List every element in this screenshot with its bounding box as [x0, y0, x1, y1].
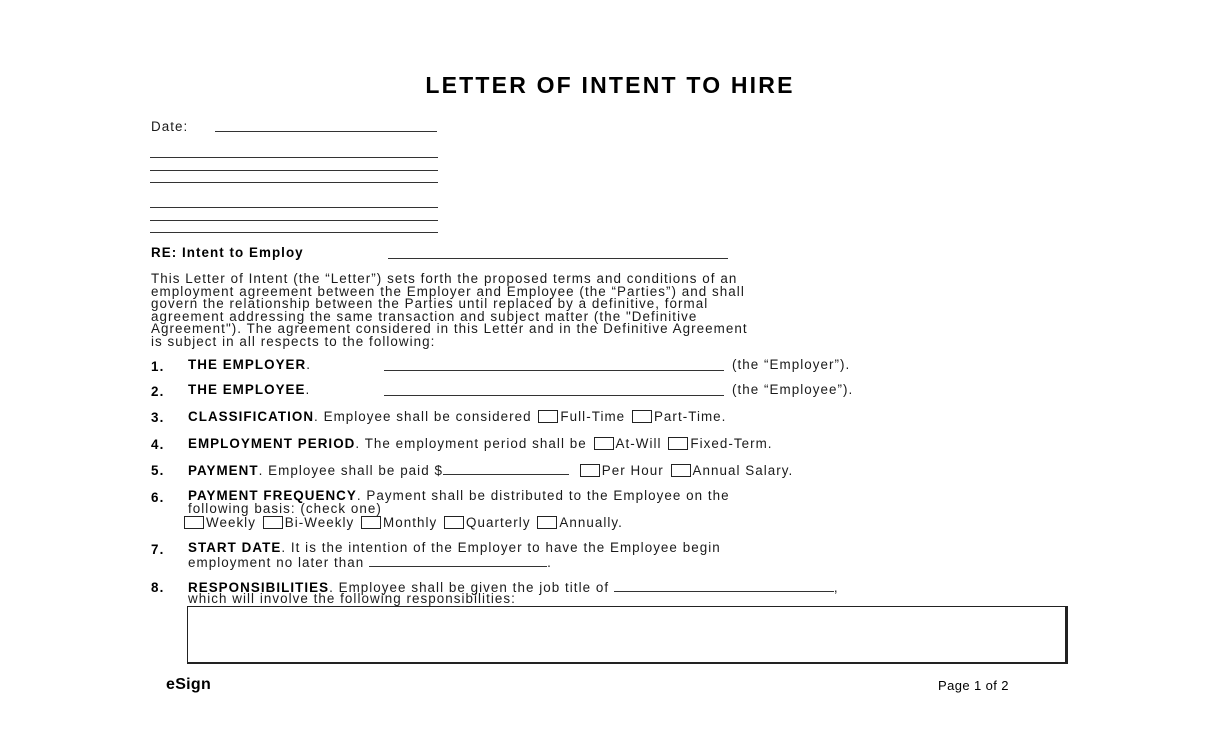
- section-number: 5.: [151, 463, 165, 478]
- option-label: Bi-Weekly: [284, 515, 355, 530]
- section-text: . It is the intention of the Employer to have the Employee begin: [281, 540, 721, 555]
- section-text: . Employee shall be considered: [314, 409, 532, 424]
- intro-line: govern the relationship between the Parties until replaced by a definitive, formal: [151, 296, 709, 311]
- payment-amount-field[interactable]: [443, 463, 569, 475]
- section-text: . Payment shall be distributed to the Employee on the: [356, 488, 730, 503]
- section-number: 4.: [151, 437, 165, 452]
- full-time-checkbox[interactable]: [538, 410, 558, 423]
- section-heading: THE EMPLOYER: [188, 357, 307, 372]
- employer-name-field[interactable]: [384, 370, 724, 371]
- address-line-2[interactable]: [150, 170, 438, 171]
- part-time-checkbox[interactable]: [632, 410, 652, 423]
- section-payment: [188, 463, 793, 478]
- section-number: 3.: [151, 410, 165, 425]
- section-number: 8.: [151, 580, 165, 595]
- option-label: Per Hour: [601, 463, 664, 478]
- section-employer: THE EMPLOYER.: [188, 357, 312, 372]
- section-number: 1.: [151, 359, 165, 374]
- intro-line: employment agreement between the Employer and Employee (the “Parties”) and shall: [151, 283, 745, 299]
- per-hour-checkbox[interactable]: [580, 464, 600, 477]
- option-label: Annually.: [559, 515, 623, 530]
- address-line-6[interactable]: [150, 232, 438, 233]
- section-heading: EMPLOYMENT PERIOD: [188, 436, 356, 451]
- option-label: Part-Time.: [653, 409, 727, 424]
- frequency-options: [184, 516, 623, 530]
- section-employment-period: [188, 437, 773, 451]
- employee-name-field[interactable]: [384, 395, 724, 396]
- weekly-checkbox[interactable]: [184, 516, 204, 529]
- section-heading: CLASSIFICATION: [188, 409, 315, 424]
- re-label: RE: Intent to Employ: [151, 245, 304, 260]
- section-heading: THE EMPLOYEE: [188, 382, 306, 397]
- section-heading: START DATE: [188, 540, 282, 555]
- intro-paragraph: [151, 273, 1051, 348]
- section-number: 2.: [151, 384, 165, 399]
- job-title-field[interactable]: [614, 580, 834, 592]
- option-label: Full-Time: [560, 409, 626, 424]
- address-line-3[interactable]: [150, 182, 438, 183]
- section-text: . Employee shall be paid $: [258, 463, 443, 478]
- start-date-line: [188, 555, 552, 570]
- option-label: Annual Salary.: [692, 463, 794, 478]
- option-label: Monthly: [383, 515, 438, 530]
- section-heading: PAYMENT: [188, 463, 259, 478]
- date-field[interactable]: [215, 131, 437, 132]
- re-employee-field[interactable]: [388, 258, 728, 259]
- intro-line: agreement addressing the same transaction and subject matter (the "Definitive: [151, 308, 698, 324]
- section-heading: RESPONSIBILITIES: [188, 580, 330, 595]
- section-line2: employment no later than: [188, 555, 365, 570]
- intro-line: is subject in all respects to the following:: [151, 333, 436, 349]
- at-will-checkbox[interactable]: [594, 437, 614, 450]
- section-heading: PAYMENT FREQUENCY: [188, 488, 357, 503]
- esign-logo: eSign: [166, 676, 212, 693]
- option-label: Weekly: [206, 515, 256, 530]
- page-indicator: Page 1 of 2: [938, 678, 1009, 693]
- annual-salary-checkbox[interactable]: [671, 464, 691, 477]
- responsibilities-textbox[interactable]: [187, 606, 1068, 664]
- period: .: [547, 555, 552, 570]
- option-label: Fixed-Term.: [690, 436, 773, 451]
- section-text: . The employment period shall be: [355, 436, 587, 451]
- date-label: Date:: [151, 119, 189, 134]
- employer-suffix: (the “Employer”).: [732, 357, 851, 372]
- monthly-checkbox[interactable]: [361, 516, 381, 529]
- address-line-1[interactable]: [150, 157, 438, 158]
- option-label: Quarterly: [466, 515, 531, 530]
- section-employee: THE EMPLOYEE.: [188, 382, 311, 397]
- document-title: LETTER OF INTENT TO HIRE: [425, 72, 795, 98]
- section-line2: following basis: (check one): [188, 501, 382, 516]
- section-classification: [188, 410, 726, 424]
- section-start-date: [188, 542, 721, 555]
- annually-checkbox[interactable]: [537, 516, 557, 529]
- address-line-4[interactable]: [150, 207, 438, 208]
- bi-weekly-checkbox[interactable]: [263, 516, 283, 529]
- section-number: 7.: [151, 542, 165, 557]
- start-date-field[interactable]: [369, 555, 547, 567]
- intro-line: Agreement"). The agreement considered in this Letter and in the Definitive Agreement: [151, 321, 748, 336]
- fixed-term-checkbox[interactable]: [668, 437, 688, 450]
- section-number: 6.: [151, 490, 165, 505]
- comma: ,: [833, 580, 839, 595]
- section-text: . Employee shall be given the job title of: [329, 580, 610, 595]
- quarterly-checkbox[interactable]: [444, 516, 464, 529]
- employee-suffix: (the “Employee”).: [732, 382, 854, 397]
- section-line2: which will involve the following responsibilities:: [188, 591, 516, 606]
- address-line-5[interactable]: [150, 220, 438, 221]
- intro-line: This Letter of Intent (the “Letter”) sets forth the proposed terms and conditions of an: [151, 271, 738, 286]
- option-label: At-Will: [615, 436, 662, 451]
